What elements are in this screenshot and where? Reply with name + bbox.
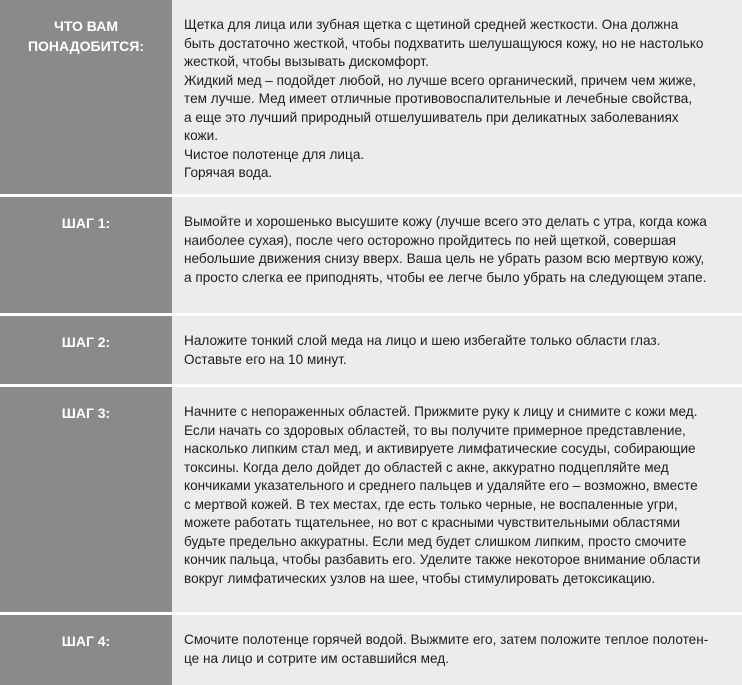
row-content-step-1 — [172, 197, 742, 316]
text-line: Щетка для лица или зубная щетка с щетиной средней жесткости. Она должна — [184, 17, 679, 32]
text-line: Жидкий мед – подойдет любой, но лучше всего органический, причем чем жиже, — [184, 72, 697, 88]
text-line: токсины. Когда дело дойдет до областей с акне, аккуратно подцепляйте мед — [184, 459, 669, 475]
text-line: с мертвой кожей. В тех местах, где есть только черные, не воспаленные угри, — [184, 496, 678, 512]
text-line: насколько липким стал мед, и активируете лимфатические сосуды, собирающие — [184, 441, 696, 456]
text-line: наиболее сухая), после чего осторожно пройдитесь по ней щеткой, совершая — [184, 232, 677, 248]
text-line: Оставьте его на 10 минут. — [184, 351, 347, 367]
text-line: вокруг лимфатических узлов на шее, чтобы стимулировать детоксикацию. — [184, 570, 656, 586]
text-line: Начните с непораженных областей. Прижмите руку к лицу и снимите с кожи мед. — [184, 404, 698, 419]
row-content-step-4 — [172, 615, 742, 685]
text-line: небольшие движения снизу вверх. Ваша цель не убрать разом всю мертвую кожу, — [184, 251, 705, 266]
text-line: а просто слегка ее приподнять, чтобы ее легче было убрать на следующем этапе. — [184, 269, 707, 285]
text-line: кончиками указательного и среднего пальцев и удаляйте его – возможно, вместе — [184, 478, 698, 493]
text-line: Если начать со здоровых областей, то вы получите примерное представление, — [184, 422, 686, 438]
text-line: це на лицо и сотрите им оставшийся мед. — [184, 650, 449, 666]
text-line: кончик пальца, чтобы разбавить его. Уделите также некоторое внимание области — [184, 552, 701, 567]
row-label-what-you-need: ЧТО ВАМ ПОНАДОБИТСЯ: — [0, 0, 172, 197]
text-line: можете работать тщательнее, но вот с красными чувствительными областями — [184, 515, 681, 530]
row-content-what-you-need — [172, 0, 742, 197]
text-line: Горячая вода. — [184, 165, 273, 180]
row-label-step-3: ШАГ 3: — [0, 387, 172, 615]
text-line: Смочите полотенце горячей водой. Выжмите его, затем положите теплое полотен- — [184, 632, 709, 647]
row-label-step-1: ШАГ 1: — [0, 197, 172, 316]
row-label-step-2: ШАГ 2: — [0, 316, 172, 387]
text-line: Наложите тонкий слой меда на лицо и шею избегайте только области глаз. — [184, 333, 661, 348]
row-content-step-3 — [172, 387, 742, 615]
text-line: Вымойте и хорошенько высушите кожу (лучше всего это делать с утра, когда кожа — [184, 214, 707, 229]
row-label-step-4: ШАГ 4: — [0, 615, 172, 685]
text-line: будьте предельно аккуратны. Если мед будет слишком липким, просто смочите — [184, 533, 687, 549]
text-line: кожи. — [184, 128, 218, 143]
text-line: а еще это лучший природный отшелушиватель при деликатных заболеваниях — [184, 109, 679, 125]
row-content-step-2 — [172, 316, 742, 387]
text-line: Чистое полотенце для лица. — [184, 146, 365, 162]
text-line: быть достаточно жесткой, чтобы подхватить шелушащуюся кожу, но не настолько — [184, 35, 704, 51]
text-line: тем лучше. Мед имеет отличные противовоспалительные и лечебные свойства, — [184, 91, 693, 106]
text-line: жесткой, чтобы вызывать дискомфорт. — [184, 54, 429, 69]
